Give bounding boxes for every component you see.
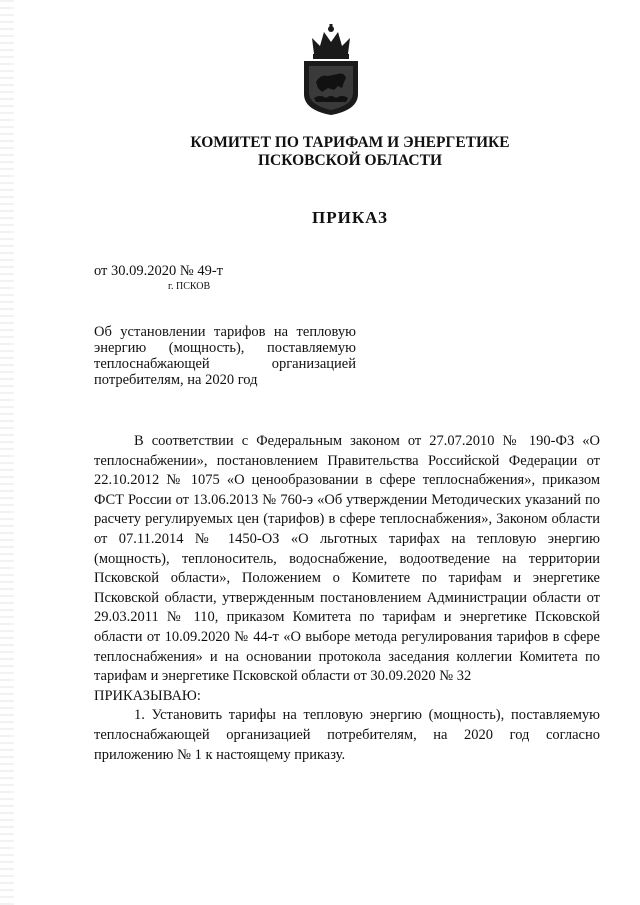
order-item-1: 1. Установить тарифы на тепловую энергию (мощность), поставляемую теплоснабжающей организацией потребителям, на 2020 год согласно приложению № 1 к настоящему приказу. — [94, 707, 600, 763]
coat-of-arms-emblem — [300, 24, 362, 116]
organization-name-line1: КОМИТЕТ ПО ТАРИФАМ И ЭНЕРГЕТИКЕ — [190, 134, 510, 151]
document-title: ПРИКАЗ — [312, 208, 388, 227]
order-word: ПРИКАЗЫВАЮ: — [94, 687, 201, 704]
document-city: г. ПСКОВ — [168, 281, 211, 292]
scan-edge-artifact — [0, 0, 14, 905]
organization-name — [150, 134, 550, 170]
document-body — [94, 432, 600, 765]
document-date-number: от 30.09.2020 № 49-т — [94, 263, 224, 279]
preamble-paragraph: В соответствии с Федеральным законом от 27.07.2010 № 190-ФЗ «О теплоснабжении», постановлением Правительства Российской Федерации от 22.10.2012 № 1075 «О ценообразовании в сфере теплоснабжения», приказом ФСТ России от 13.06.2013 № 760-э «Об утверждении Методических указаний по расчету регулируемых цен (тарифов) в сфере теплоснабжения», Законом области от 07.11.2014 № 1450-ОЗ «О льготных тарифах на тепловую энергию (мощность), теплоноситель, водоснабжение, водоотведение на территории Псковской области», Положением о Комитете по тарифам и энергетике Псковской области, утвержденным постановлением Администрации области от 29.03.2011 № 110, приказом Комитета по тарифам и энергетике Псковской области от 10.09.2020 № 44-т «О выборе метода регулирования тарифов в сфере теплоснабжения» и на основании протокола заседания коллегии Комитета по тарифам и энергетике Псковской области от 30.09.2020 № 32 — [94, 433, 600, 685]
organization-name-line2: ПСКОВСКОЙ ОБЛАСТИ — [257, 152, 442, 169]
document-subject: Об установлении тарифов на тепловую энергию (мощность), поставляемую теплоснабжающей организацией потребителям, на 2020 год — [94, 324, 356, 388]
